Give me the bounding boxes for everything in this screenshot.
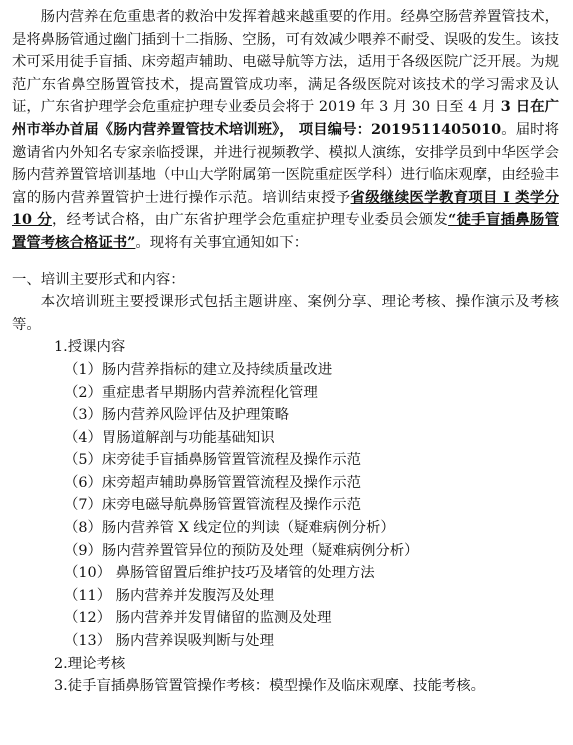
intro-text-3: ，经考试合格，由广东省护理学会危重症护理专业委员会颁发 — [51, 212, 449, 229]
list-item: （8）肠内营养管 X 线定位的判读（疑难病例分析） — [64, 520, 395, 537]
list-item: （7）床旁电磁导航鼻肠管置管流程及操作示范 — [64, 497, 361, 514]
intro-bold-text: 3 日在广州市举办首届《肠内营养置管技术培训班》， 项目编号：2019511405010 — [12, 98, 559, 138]
section-paragraph: 本次培训班主要授课形式包括主题讲座、案例分享、理论考核、操作演示及考核等。 — [12, 294, 559, 333]
list-item: （1）肠内营养指标的建立及持续质量改进 — [64, 361, 333, 378]
list-item: （4）胃肠道解剖与功能基础知识 — [64, 429, 275, 446]
list-item: （3）肠内营养风险评估及护理策略 — [64, 407, 290, 424]
list-item: （12） 肠内营养并发胃储留的监测及处理 — [64, 610, 332, 627]
section-heading: 一、培训主要形式和内容： — [12, 271, 185, 288]
list-item: （10） 鼻肠管留置后维护技巧及堵管的处理方法 — [64, 565, 375, 582]
intro-paragraph — [12, 6, 559, 255]
list-item: （5）床旁徒手盲插鼻肠管置管流程及操作示范 — [64, 452, 361, 469]
list-item: （9）肠内营养置管异位的预防及处理（疑难病例分析） — [64, 542, 419, 559]
course-list — [12, 359, 559, 653]
intro-text-2: 。届时将邀请省内外知名专家亲临授课，并进行视频教学、模拟人演练，安排学员到中华医学会肠内营养置管培训基地（中山大学附属第一医院重症医学科）进行临床观摩，由经验丰富的肠内营养置管护士进行操作示范。培训结束授予 — [12, 121, 559, 206]
subheading-theory: 2.理论考核 — [54, 655, 126, 672]
list-item: （6）床旁超声辅助鼻肠管置管流程及操作示范 — [64, 474, 361, 491]
list-item: （2）重症患者早期肠内营养流程化管理 — [64, 384, 318, 401]
intro-text: 肠内营养在危重患者的救治中发挥着越来越重要的作用。经鼻空肠营养置管技术，是将鼻肠管通过幽门插到十二指肠、空肠，可有效减少喂养不耐受、误吸的发生。该技术可采用徒手盲插、床旁超声辅助、电磁导航等方法，适用于各级医院广泛开展。为规范广东省鼻空肠置管技术，提高置管成功率，满足各级医院对该技术的学习需求及认证，广东省护理学会危重症护理专业委员会将于 2019 年 3 月 30 日至 4 月 — [12, 9, 559, 116]
subheading-teaching: 1.授课内容 — [54, 339, 126, 356]
subheading-practice: 3.徒手盲插鼻肠管置管操作考核：模型操作及临床观摩、技能考核。 — [54, 678, 486, 695]
credit-underlined: 省级继续医学教育项目 I 类学分 10 分 — [12, 188, 559, 229]
list-item: （13） 肠内营养误吸判断与处理 — [64, 633, 274, 650]
list-item: （11） 肠内营养并发腹泻及处理 — [64, 587, 274, 604]
intro-text-end: 。现将有关事宜通知如下： — [135, 234, 309, 251]
certificate-underlined: “徒手盲插鼻肠管置管考核合格证书” — [12, 211, 559, 251]
